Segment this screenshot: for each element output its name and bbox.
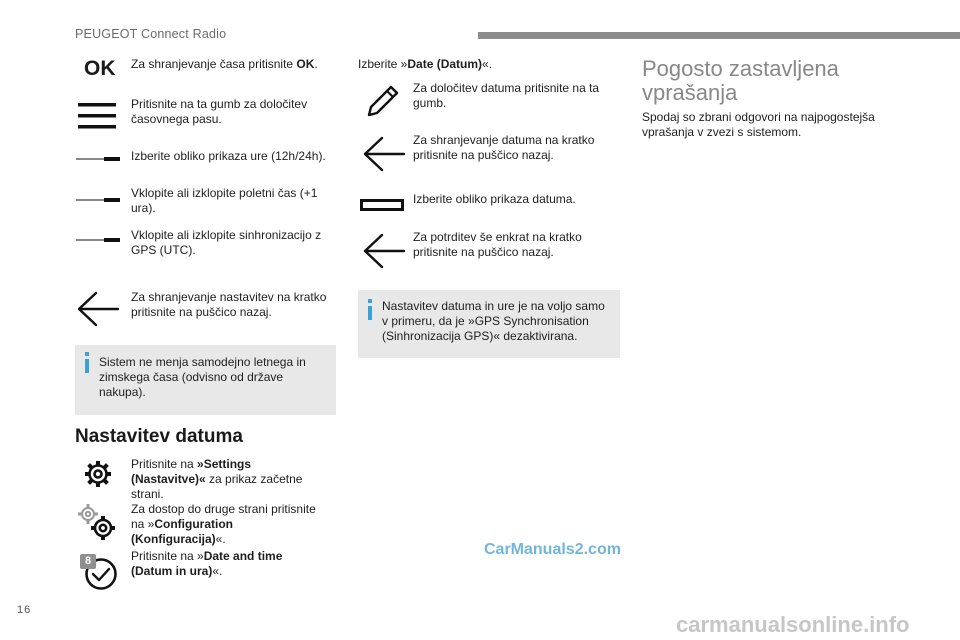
date-format-icon [360, 199, 404, 211]
instruction-configuration: Za dostop do druge strani pritisnite na »Configuration (Konfiguracija)«. [131, 502, 316, 546]
info-note-box [75, 345, 336, 415]
instruction-time-zone: Pritisnite na ta gumb za določitev časovnega pasu. [131, 97, 308, 126]
instruction-confirm-back: Za potrditev še enkrat na kratko pritisnite na puščico nazaj. [413, 230, 582, 259]
instruction-time-format: Izberite obliko prikaza ure (12h/24h). [131, 149, 326, 163]
instruction-save-date-back: Za shranjevanje datuma na kratko pritisnite na puščico nazaj. [413, 133, 595, 162]
settings-gear-icon [84, 460, 112, 488]
faq-title: Pogosto zastavljena vprašanja [642, 56, 839, 105]
watermark-carmanuals2: CarManuals2.com [484, 541, 621, 558]
toggle-icon [76, 196, 120, 204]
menu-icon [78, 100, 116, 132]
instruction-gps-sync: Vklopite ali izklopite sinhronizacijo z GPS (UTC). [131, 228, 322, 257]
faq-intro-text: Spodaj so zbrani odgovori na najpogostejša vprašanja v zvezi s sistemom. [642, 110, 875, 139]
header-rule [478, 32, 960, 39]
instruction-save-back: Za shranjevanje nastavitev na kratko pritisnite na puščico nazaj. [131, 290, 327, 319]
info-icon [368, 306, 372, 320]
pencil-icon [364, 82, 402, 120]
info-note-text: Sistem ne menja samodejno letnega in zimskega časa (odvisno od države nakupa). [99, 355, 306, 399]
step-badge: 8 [80, 554, 96, 569]
ok-icon: OK [84, 57, 116, 80]
toggle-icon [76, 155, 120, 163]
info-icon [85, 359, 89, 373]
instruction-date-format: Izberite obliko prikaza datuma. [413, 192, 576, 206]
info-note-text: Nastavitev datuma in ure je na voljo samo v primeru, da je »GPS Synchronisation (Sinhronizacija GPS)« dezaktivirana. [382, 299, 605, 343]
instruction-summer-time: Vklopite ali izklopite poletni čas (+1 ura). [131, 186, 318, 215]
instruction-open-settings: Pritisnite na »Settings (Nastavitve)« za prikaz začetne strani. [131, 457, 303, 501]
instruction-ok: Za shranjevanje časa pritisnite OK. [131, 57, 318, 71]
info-note-box [358, 290, 620, 358]
watermark-carmanualsonline: carmanualsonline.info [676, 612, 910, 637]
back-arrow-icon [362, 232, 406, 270]
back-arrow-icon [362, 135, 406, 173]
back-arrow-icon [76, 290, 120, 328]
instruction-set-date: Za določitev datuma pritisnite na ta gumb. [413, 81, 600, 110]
document-header-title: PEUGEOT Connect Radio [75, 27, 227, 41]
section-title-date-settings: Nastavitev datuma [75, 426, 243, 447]
instruction-date-and-time: Pritisnite na »Date and time (Datum in ura)«. [131, 549, 283, 578]
date-time-clock-icon [78, 551, 120, 593]
configuration-gears-icon [77, 503, 119, 543]
toggle-icon [76, 236, 120, 244]
instruction-select-date: Izberite »Date (Datum)«. [358, 57, 493, 71]
page-number: 16 [17, 604, 32, 616]
